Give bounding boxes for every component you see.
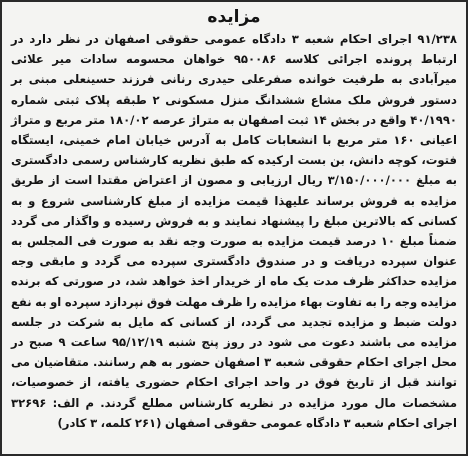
notice-title: مزایده [207,7,261,27]
notice-body: ۹۱/۲۳۸ اجرای احکام شعبه ۳ دادگاه عمومی حقوقی اصفهان در نظر دارد در ارتباط پرونده اجرائی کلاسه ۹۵۰۰۸۶ خواهان محسومه سادات میر علائی میرآبادی به طرفیت خوانده صفرعلی حیدری رنانی فرزند حسینعلی مبنی بر دستور فروش ملک مشاع ششدانگ منزل مسکونی ۲ طبقه پلاک ثبتی شماره ۴۰/۱۹۹۰ واقع در بخش ۱۴ ثبت اصفهان به متراژ عرصه ۱۸۰/۰۲ متر مربع و متراژ اعیانی ۱۶۰ متر مربع با انشعابات کامل به آدرس خیابان امام خمینی، ایستگاه فتوت، کوچه دانش، بن بست ارکیده که طبق نظریه کارشناس رسمی دادگستری به مبلغ ۳/۱۵۰/۰۰۰/۰۰۰ ریال ارزیابی و مصون از اعتراض مقتدا است از طریق مزایده به فروش برساند علیهذا قیمت مزایده از مبلغ کارشناسی شروع و به کسانی که بالاترین مبلغ را پیشنهاد نمایند و به فروش رسیده و واگذار می گردد ضمناً مبلغ ۱۰ درصد قیمت مزایده به صورت وجه نقد به صورت فی المجلس به عنوان سپرده دریافت و در صندوق دادگستری سپرده می گردد و مابقی وجه مزایده حداکثر ظرف مدت یک ماه از خریدار اخذ خواهد شد، در صورتی که برنده مزایده وجه را به تفاوت بهاء مزایده را ظرف مهلت فوق نپردازد سپرده او به نفع دولت ضبط و مزایده تجدید می گردد، از کسانی که مایل به شرکت در جلسه مزایده می باشند دعوت می شود در روز پنج شنبه ۹۵/۱۲/۱۹ ساعت ۹ صبح در محل اجرای احکام حقوقی شعبه ۳ اصفهان حضور به هم رسانند. متقاضیان می توانند قبل از تاریخ فوق در واحد اجرای احکام حضوری یافته، از خصوصیات، مشخصات مال مورد مزایده در نظریه کارشناس مطلع گردند. م الف: ۳۲۶۹۶ اجرای احکام شعبه ۳ دادگاه عمومی حقوقی اصفهان (۲۶۱ کلمه، ۳ کادر) [11,32,458,430]
